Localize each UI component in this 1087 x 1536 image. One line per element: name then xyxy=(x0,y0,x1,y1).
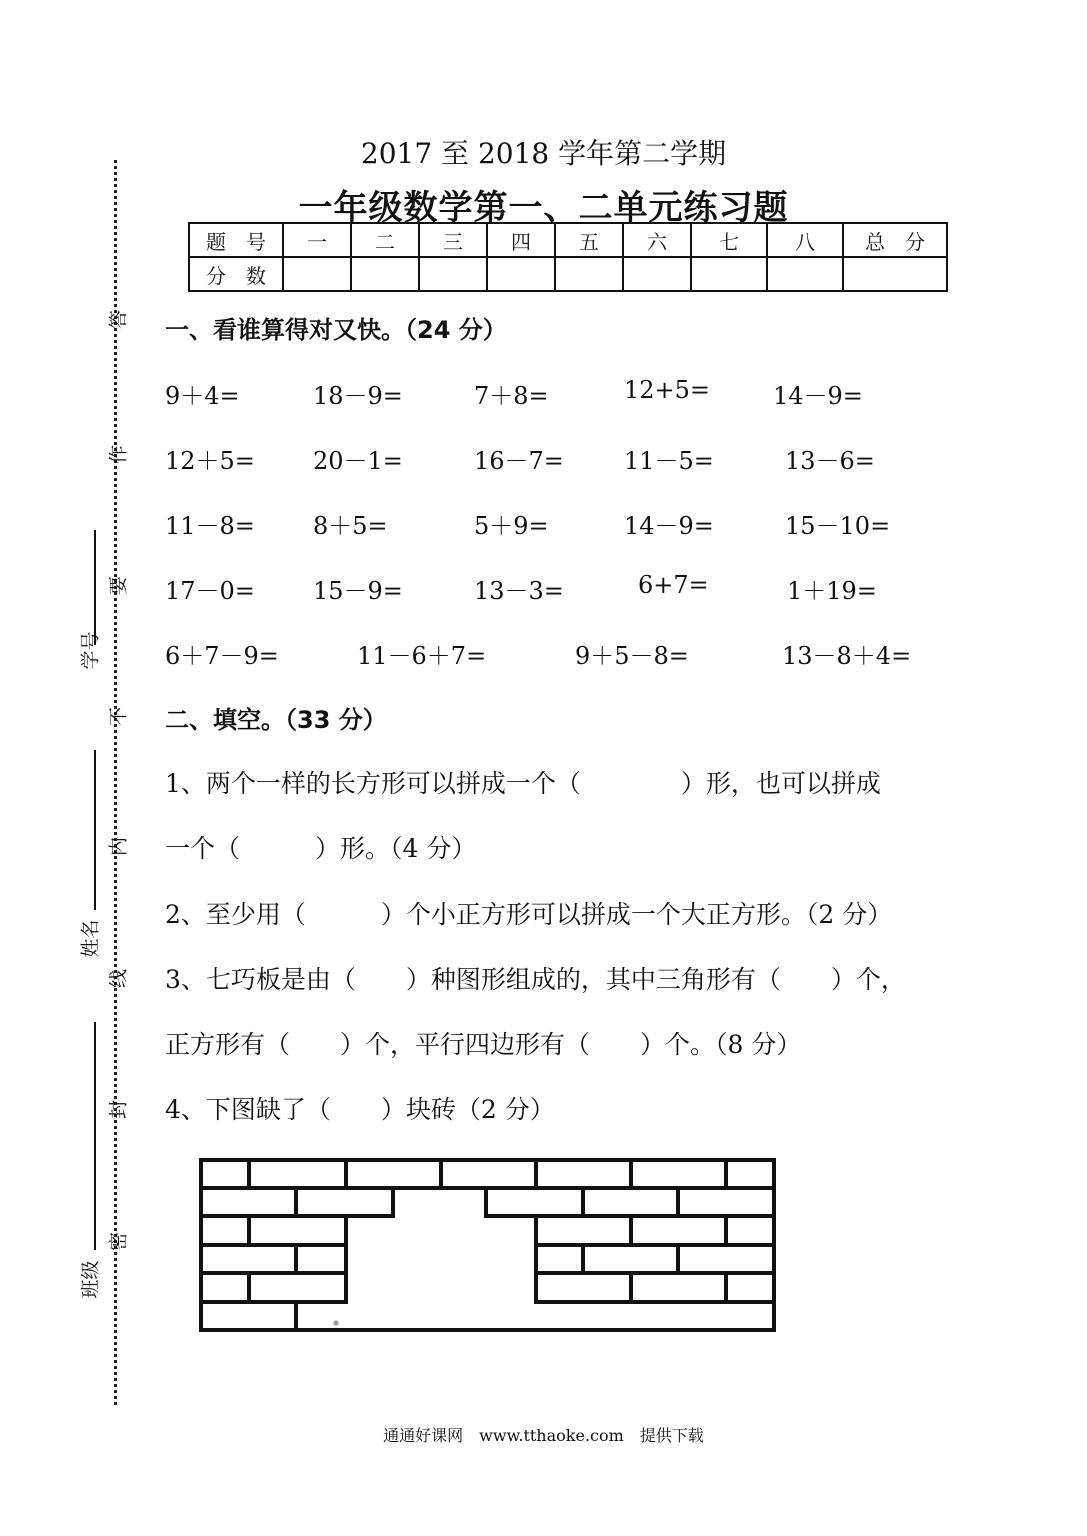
score-input[interactable] xyxy=(419,257,487,291)
exam-term: 2017 至 2018 学年第二学期 xyxy=(360,137,727,170)
calc-item: 15－10= xyxy=(785,512,891,540)
calc-item: 13－3= xyxy=(474,577,564,605)
score-input[interactable] xyxy=(767,257,843,291)
score-cell: 八 xyxy=(767,223,843,257)
student-number-label: 学号 xyxy=(79,631,102,670)
calc-item: 1＋19= xyxy=(787,577,877,605)
score-cell: 六 xyxy=(623,223,691,257)
seal-char: 线 xyxy=(107,969,130,989)
score-input[interactable] xyxy=(843,257,947,291)
calc-item: 6＋7－9= xyxy=(165,642,279,670)
exam-title: 一年级数学第一、二单元练习题 xyxy=(298,188,789,228)
calc-item: 12＋5= xyxy=(165,447,255,475)
section2-heading: 二、填空。（33 分） xyxy=(165,706,387,734)
score-input[interactable] xyxy=(351,257,419,291)
fill-question-4: 4、下图缺了（ ）块砖（2 分） xyxy=(165,1095,555,1124)
score-table-score-row xyxy=(189,257,947,291)
score-input[interactable] xyxy=(555,257,623,291)
score-cell: 七 xyxy=(691,223,767,257)
score-input[interactable] xyxy=(487,257,555,291)
calc-item: 17－0= xyxy=(165,577,255,605)
score-input[interactable] xyxy=(283,257,351,291)
calc-item: 9＋5－8= xyxy=(575,642,689,670)
seal-char: 封 xyxy=(107,1100,130,1120)
seal-char: 内 xyxy=(107,837,130,857)
calc-item: 12+5= xyxy=(624,376,711,404)
calc-item: 11－6＋7= xyxy=(357,642,487,670)
fill-question-3: 3、七巧板是由（ ）种图形组成的，其中三角形有（ ）个， xyxy=(165,965,906,994)
calc-item: 7＋8= xyxy=(474,382,549,410)
calc-item: 11－5= xyxy=(624,447,714,475)
score-cell: 四 xyxy=(487,223,555,257)
calc-item: 13－6= xyxy=(785,447,875,475)
footer-credit: 通通好课网 www.tthaoke.com 提供下载 xyxy=(383,1426,704,1445)
seal-char: 作 xyxy=(107,445,130,465)
calc-item: 6+7= xyxy=(638,571,709,599)
seal-char: 不 xyxy=(107,707,130,727)
calc-item: 14－9= xyxy=(624,512,714,540)
fill-question-1: 1、两个一样的长方形可以拼成一个（ ）形，也可以拼成 xyxy=(165,769,881,798)
fill-question-2: 2、至少用（ ）个小正方形可以拼成一个大正方形。（2 分） xyxy=(165,900,893,929)
calc-item: 5＋9= xyxy=(474,512,549,540)
section1-heading: 一、看谁算得对又快。（24 分） xyxy=(165,316,507,344)
calc-item: 9＋4= xyxy=(165,382,240,410)
seal-char: 密 xyxy=(107,1232,130,1252)
score-cell: 总 分 xyxy=(843,223,947,257)
score-cell: 三 xyxy=(419,223,487,257)
class-label: 班级 xyxy=(79,1260,102,1299)
calc-item: 13－8＋4= xyxy=(782,642,912,670)
student-name-blank[interactable] xyxy=(94,750,96,910)
score-table xyxy=(188,222,948,292)
seal-char: 答 xyxy=(107,310,130,330)
calc-item: 16－7= xyxy=(474,447,564,475)
seal-dotted-line xyxy=(114,160,117,1405)
fill-question-1-cont: 一个（ ）形。（4 分） xyxy=(165,834,477,863)
calc-item: 8＋5= xyxy=(313,512,388,540)
calc-item: 14－9= xyxy=(773,382,863,410)
score-input[interactable] xyxy=(623,257,691,291)
calc-item: 15－9= xyxy=(313,577,403,605)
calc-item: 18－9= xyxy=(313,382,403,410)
score-cell: 题 号 xyxy=(189,223,283,257)
calc-item: 11－8= xyxy=(165,512,255,540)
student-number-blank[interactable] xyxy=(94,530,96,645)
score-cell: 二 xyxy=(351,223,419,257)
seal-char: 要 xyxy=(107,576,130,596)
score-cell: 分 数 xyxy=(189,257,283,291)
student-name-label: 姓名 xyxy=(79,919,102,958)
class-blank[interactable] xyxy=(94,1022,96,1250)
score-input[interactable] xyxy=(691,257,767,291)
brick-wall-figure xyxy=(196,1155,780,1335)
calc-item: 20－1= xyxy=(313,447,403,475)
score-cell: 一 xyxy=(283,223,351,257)
fill-question-3-cont: 正方形有（ ）个，平行四边形有（ ）个。（8 分） xyxy=(165,1030,802,1059)
score-table-header-row xyxy=(189,223,947,257)
score-cell: 五 xyxy=(555,223,623,257)
stray-dot xyxy=(334,1321,339,1326)
